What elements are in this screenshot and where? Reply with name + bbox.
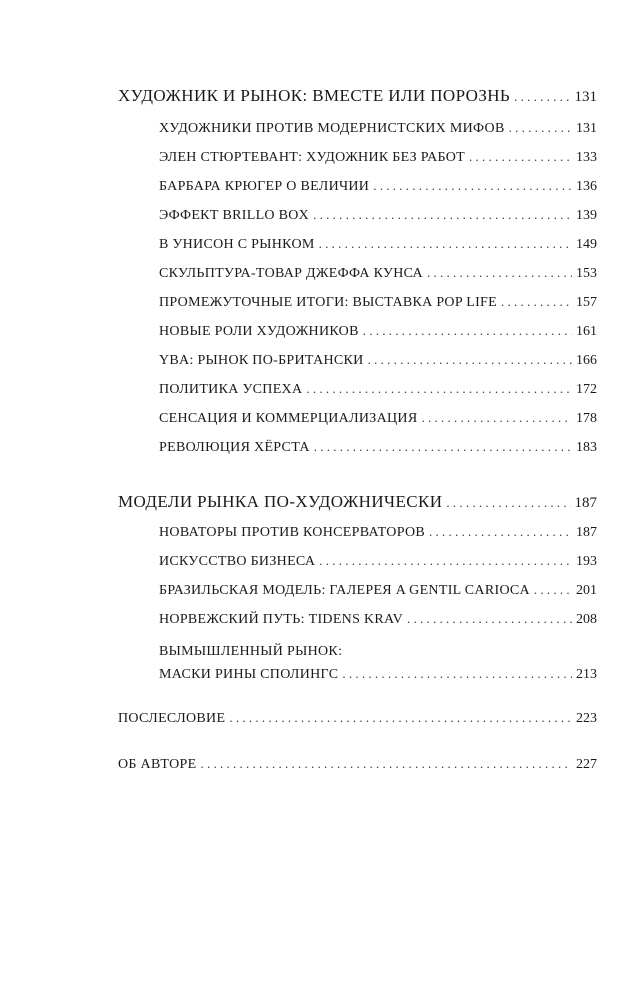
toc-page-number: 208 (576, 612, 597, 627)
toc-page-number: 131 (576, 121, 597, 136)
toc-chapter-title: ЭФФЕКТ BRILLO BOX (159, 208, 310, 223)
dot-leader (501, 294, 572, 310)
toc-chapter[interactable] (0, 120, 639, 146)
toc-chapter-title: ПРОМЕЖУТОЧНЫЕ ИТОГИ: ВЫСТАВКА POP LIFE (159, 295, 497, 310)
dot-leader (514, 89, 570, 105)
toc-about-author[interactable] (0, 756, 639, 782)
dot-leader (319, 553, 572, 569)
toc-chapter-title: YBA: РЫНОК ПО-БРИТАНСКИ (159, 353, 364, 368)
toc-page-number: 178 (576, 411, 597, 426)
toc-chapter[interactable] (0, 207, 639, 233)
toc-chapter[interactable] (0, 611, 639, 637)
toc-page-number: 201 (576, 583, 597, 598)
toc-chapter[interactable] (0, 553, 639, 579)
toc-chapter-title: БРАЗИЛЬСКАЯ МОДЕЛЬ: ГАЛЕРЕЯ A GENTIL CARIOCA (159, 583, 530, 598)
toc-page-number: 227 (576, 757, 597, 772)
toc-chapter[interactable] (0, 178, 639, 204)
toc-chapter-title: В УНИСОН С РЫНКОМ (159, 237, 315, 252)
toc-page-number: 213 (576, 667, 597, 682)
toc-afterword[interactable] (0, 710, 639, 736)
toc-page-number: 187 (574, 495, 597, 511)
dot-leader (446, 495, 570, 511)
toc-page-number: 157 (576, 295, 597, 310)
toc-chapter-title: НОРВЕЖСКИЙ ПУТЬ: TIDENS KRAV (159, 612, 404, 627)
toc-chapter[interactable] (0, 352, 639, 378)
dot-leader (342, 666, 572, 682)
toc-part-title: ХУДОЖНИК И РЫНОК: ВМЕСТЕ ИЛИ ПОРОЗНЬ (118, 86, 511, 105)
toc-page-number: 149 (576, 237, 597, 252)
toc-chapter[interactable] (0, 294, 639, 320)
toc-page-number: 223 (576, 711, 597, 726)
toc-page-number: 136 (576, 179, 597, 194)
toc-page-number: 131 (574, 89, 597, 105)
dot-leader (407, 611, 572, 627)
toc-chapter[interactable] (0, 439, 639, 465)
toc-chapter-title: БАРБАРА КРЮГЕР О ВЕЛИЧИИ (159, 179, 370, 194)
dot-leader (421, 410, 572, 426)
toc-chapter[interactable] (0, 323, 639, 349)
toc-chapter[interactable] (0, 149, 639, 175)
dot-leader (319, 236, 572, 252)
toc-page-number: 172 (576, 382, 597, 397)
toc-chapter-title: ХУДОЖНИКИ ПРОТИВ МОДЕРНИСТСКИХ МИФОВ (159, 121, 505, 136)
dot-leader (313, 207, 572, 223)
toc-chapter[interactable] (0, 524, 639, 550)
toc-part-title: МОДЕЛИ РЫНКА ПО-ХУДОЖНИЧЕСКИ (118, 492, 443, 511)
dot-leader (363, 323, 572, 339)
dot-leader (373, 178, 572, 194)
toc-chapter[interactable] (0, 265, 639, 291)
toc-part-1[interactable] (0, 86, 639, 112)
toc-page-number: 133 (576, 150, 597, 165)
dot-leader (509, 120, 572, 136)
dot-leader (427, 265, 572, 281)
toc-page-number: 193 (576, 554, 597, 569)
toc-page-number: 166 (576, 353, 597, 368)
dot-leader (469, 149, 572, 165)
dot-leader (306, 381, 572, 397)
toc-chapter-title-line1: ВЫМЫШЛЕННЫЙ РЫНОК: (159, 644, 343, 659)
toc-page-number: 187 (576, 525, 597, 540)
toc-page-number: 183 (576, 440, 597, 455)
toc-endmatter-title: ПОСЛЕСЛОВИЕ (118, 711, 226, 726)
toc-page-number: 161 (576, 324, 597, 339)
toc-chapter-title: РЕВОЛЮЦИЯ ХЁРСТА (159, 440, 310, 455)
toc-chapter[interactable] (0, 582, 639, 608)
toc-chapter[interactable] (0, 410, 639, 436)
dot-leader (429, 524, 572, 540)
toc-chapter[interactable] (0, 381, 639, 407)
dot-leader (534, 582, 572, 598)
toc-chapter-title: МАСКИ РИНЫ СПОЛИНГС (159, 667, 339, 682)
dot-leader (200, 756, 572, 772)
dot-leader (229, 710, 572, 726)
toc-chapter[interactable] (0, 236, 639, 262)
toc-chapter-title: НОВАТОРЫ ПРОТИВ КОНСЕРВАТОРОВ (159, 525, 426, 540)
toc-page-number: 153 (576, 266, 597, 281)
dot-leader (314, 439, 572, 455)
toc-chapter-title: ПОЛИТИКА УСПЕХА (159, 382, 303, 397)
toc-chapter-title: СКУЛЬПТУРА-ТОВАР ДЖЕФФА КУНСА (159, 266, 423, 281)
dot-leader (368, 352, 572, 368)
toc-endmatter-title: ОБ АВТОРЕ (118, 757, 197, 772)
toc-chapter-title: ЭЛЕН СТЮРТЕВАНТ: ХУДОЖНИК БЕЗ РАБОТ (159, 150, 465, 165)
toc-chapter-title: СЕНСАЦИЯ И КОММЕРЦИАЛИЗАЦИЯ (159, 411, 418, 426)
toc-chapter-title: ИСКУССТВО БИЗНЕСА (159, 554, 316, 569)
toc-chapter[interactable] (0, 644, 639, 694)
toc-page-number: 139 (576, 208, 597, 223)
toc-chapter-title: НОВЫЕ РОЛИ ХУДОЖНИКОВ (159, 324, 359, 339)
toc-part-2[interactable] (0, 492, 639, 518)
